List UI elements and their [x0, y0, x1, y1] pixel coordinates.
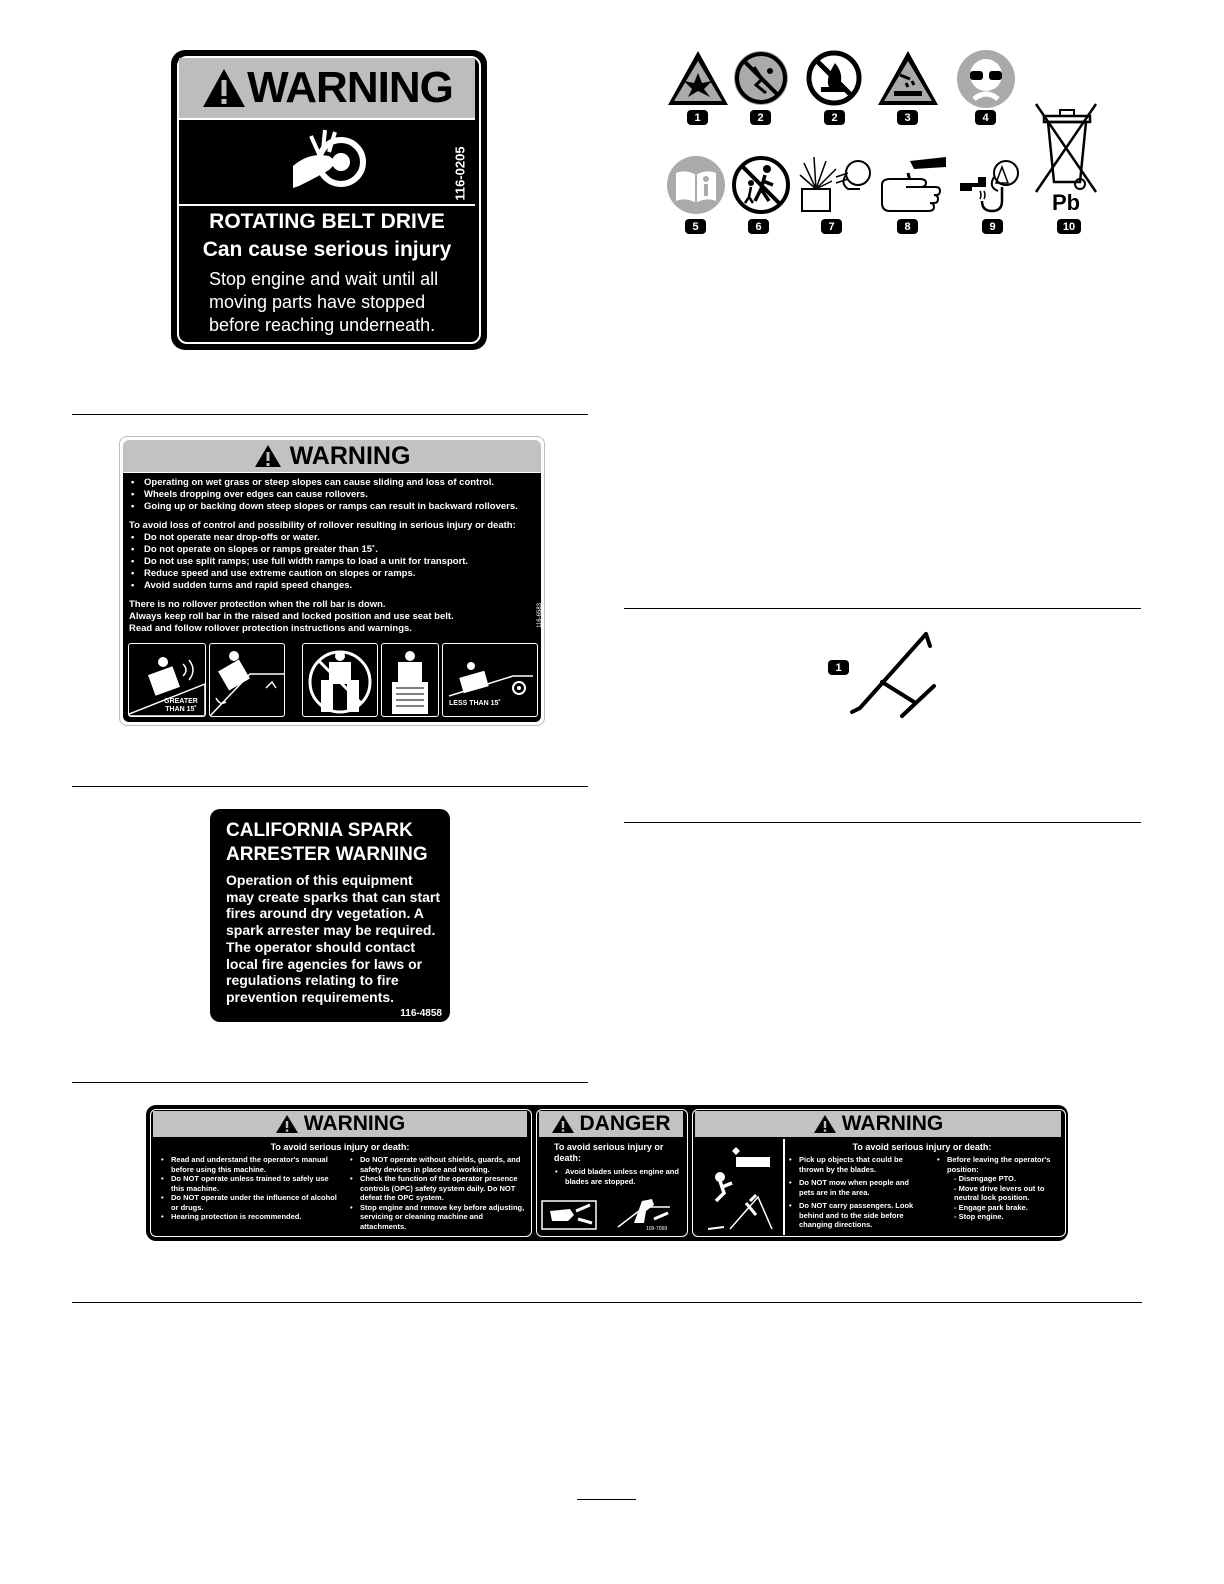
banner-column: • Pick up objects that could be thrown by the blades. • Do NOT mow when people and pets are in the area. • Do NOT carry passengers. Look behind and to the side before changing directions. [788, 1155, 920, 1230]
part-number-vertical: 116-6583 [537, 603, 543, 628]
panel-split-ramps-prohibited [302, 643, 378, 717]
no-split-ramps-icon [303, 644, 377, 716]
hand-belt-entanglement-icon [289, 126, 369, 196]
panel-less-slope: LESS THAN 15˚ [442, 643, 538, 717]
decal-safety-banner [146, 1105, 1068, 1241]
acid-burns-hand-icon [880, 157, 950, 213]
banner-column: • Read and understand the operator's manual before using this machine. • Do NOT operate unless trained to safely use this machine. • Do NOT operate under the influence of alcohol or drugs. • Hearing protection is recommended. [160, 1155, 338, 1222]
section-rule [72, 786, 588, 787]
panel-greater-slope: GREATER THAN 15˚ [128, 643, 206, 717]
banner-subheading: To avoid serious injury or death: [270, 1142, 410, 1152]
decal-title: ROTATING BELT DRIVE [209, 210, 445, 233]
lead-symbol: Pb [1052, 190, 1081, 212]
recycle-bin-crossed-icon [1034, 102, 1100, 212]
decal-body-panel [123, 473, 541, 722]
divider [179, 118, 475, 120]
banner-column: • Before leaving the operator's position: - Disengage PTO. - Move drive levers out to neutral lock position. - Engage park brake. - Stop engine. [936, 1155, 1062, 1222]
banner-subheading: To avoid serious injury or death: [554, 1142, 664, 1163]
panel-full-ramp [381, 643, 439, 717]
banner-header: WARNING [695, 1111, 1061, 1137]
decal-body: Stop engine and wait until all moving parts have stopped before reaching underneath. [209, 269, 439, 335]
divider [179, 204, 475, 206]
banner-header: DANGER [539, 1111, 683, 1137]
full-width-ramp-icon [382, 644, 438, 716]
callout-badge: 9 [982, 219, 1003, 234]
warning-triangle-icon [201, 67, 247, 109]
divider [783, 1139, 785, 1235]
section-rule [72, 1082, 588, 1083]
battery-explosion-blindness-icon [796, 155, 876, 215]
callout-badge: 6 [748, 219, 769, 234]
callout-badge: 1 [687, 110, 708, 125]
callout-badge: 2 [750, 110, 771, 125]
warning-triangle-icon [254, 444, 282, 468]
callout-badge: 4 [975, 110, 996, 125]
warning-triangle-icon [275, 1114, 299, 1134]
mower-edge-drop-icon [210, 644, 284, 716]
decal-title: CALIFORNIA SPARK ARRESTER WARNING [226, 820, 428, 865]
banner-column: • Avoid blades unless engine and blades are stopped. [554, 1167, 682, 1186]
no-sparks-icon [732, 49, 790, 107]
hand-blade-cut-icon [540, 1195, 600, 1231]
section-rule [624, 608, 1141, 609]
keep-children-away-icon [731, 155, 791, 215]
section-rule [72, 414, 588, 415]
section-rule [72, 1302, 1142, 1303]
caustic-liquid-icon [876, 49, 940, 107]
banner-header: WARNING [153, 1111, 527, 1137]
decal-spark-arrester [210, 809, 450, 1022]
no-open-flames-icon [805, 49, 863, 107]
eye-protection-icon [956, 49, 1016, 109]
decal-header [179, 58, 475, 118]
warning-triangle-icon [551, 1114, 575, 1134]
decal-body: Operation of this equipment may create sparks that can start fires around dry vegetation. A spark arrester may be required. The operator should contact local fire agencies for laws or regulations relating to fire prevention requirements. [226, 872, 440, 1005]
banner-subheading: To avoid serious injury or death: [852, 1142, 992, 1152]
callout-badge: 3 [897, 110, 918, 125]
callout-badge: 2 [824, 110, 845, 125]
warning-triangle-icon [813, 1114, 837, 1134]
flush-eyes-water-icon [958, 157, 1024, 213]
part-number: 109-7069 [646, 1226, 668, 1232]
thrown-objects-runover-icon [706, 1143, 776, 1235]
callout-badge: 8 [897, 219, 918, 234]
callout-badge: 5 [685, 219, 706, 234]
banner-column: • Do NOT operate without shields, guards, and safety devices in place and working. • Check the function of the operator presence controls (OPC) safety system daily. Do NOT defeat the OPC system. • Stop engine and remove key before adjusting, servicing or cleaning machine and attachments. [349, 1155, 525, 1231]
explosion-warning-icon [666, 49, 730, 107]
callout-badge: 7 [821, 219, 842, 234]
rollover-text: • Operating on wet grass or steep slopes can cause sliding and loss of control. • Wheels dropping over edges can cause rollovers. • Going up or backing down steep slopes or ramps can result in backward rollovers. To avoid loss of control and possibility of rollover resulting in serious injury or death: • Do not operate near drop-offs or water. • Do not operate on slopes or ramps greater than 15˚. • Do not use split ramps; use full width ramps to load a unit for transport. • Reduce speed and use extreme caution on slopes or ramps. • Avoid sudden turns and rapid speed changes. There is no rollover protection when the roll bar is down. Always keep roll bar in the raised and locked position and use seat belt. Read and follow rollover protection instructions and warnings. [129, 477, 518, 635]
panel-edge-rollover [209, 643, 285, 717]
decal-subtitle: Can cause serious injury [202, 238, 452, 261]
callout-badge: 1 [828, 660, 849, 675]
decal-header [123, 440, 541, 472]
decal-rollover-warning [119, 436, 545, 726]
footer-page-rule [577, 1499, 636, 1500]
part-number: 116-4858 [400, 1008, 442, 1019]
callout-badge: 10 [1057, 219, 1081, 234]
decal-header-text: WARNING [247, 63, 453, 112]
section-rule [624, 822, 1141, 823]
read-manual-icon [666, 155, 726, 215]
part-number-vertical: 116-0205 [452, 146, 468, 201]
decal-header-text: WARNING [289, 441, 411, 470]
motion-control-lever-icon [846, 630, 942, 720]
decal-belt-drive [171, 50, 487, 350]
